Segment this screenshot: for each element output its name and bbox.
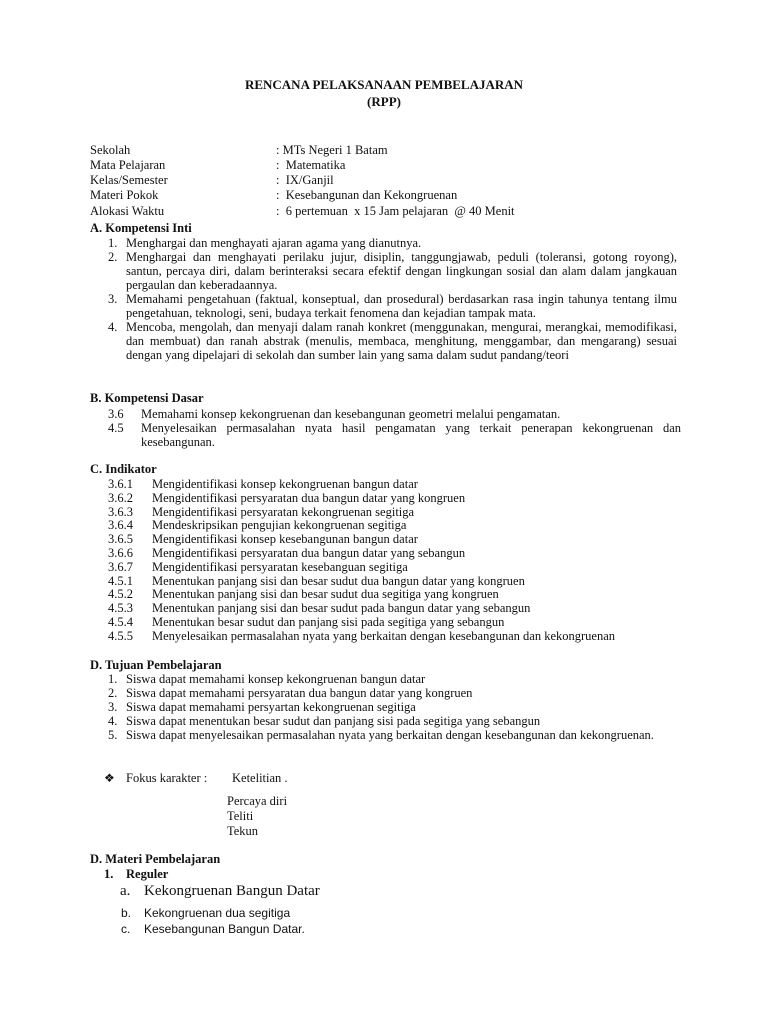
indikator-item-text: Mengidentifikasi persyaratan kekongruenan segitiga: [152, 504, 415, 519]
identity-label-materi: Materi Pokok: [90, 188, 159, 202]
materi-letter: b.: [121, 906, 132, 920]
indikator-item-text: Mengidentifikasi konsep kekongruenan bangun datar: [152, 477, 418, 491]
tujuan-item-text: Siswa dapat menentukan besar sudut dan panjang sisi pada segitiga yang sebangun: [126, 714, 541, 728]
identity-label-sekolah: Sekolah: [90, 143, 131, 157]
indikator-number: 3.6.2: [108, 490, 133, 505]
indikator-number: 3.6.1: [108, 477, 133, 491]
fokus-value: Tekun: [227, 824, 259, 838]
section-heading-materi: D. Materi Pembelajaran: [90, 852, 221, 866]
ki-item-text: Memahami pengetahuan (faktual, konseptual, dan prosedural) berdasarkan rasa ingin tahunya tentang ilmu pengetahuan, teknologi, seni, budaya terkait fenomena dan kejadian tampak mata.: [126, 292, 677, 320]
indikator-number: 3.6.5: [108, 532, 133, 547]
identity-value-alokasi: : 6 pertemuan x 15 Jam pelajaran @ 40 Menit: [276, 204, 515, 218]
ki-item-text: Menghargai dan menghayati perilaku jujur, disiplin, tanggungjawab, peduli (toleransi, gotong royong), santun, percaya diri, dalam berinteraksi secara efektif dengan lingkungan sosial dan alam dalam jangkauan pergaulan dan keberadaannya.: [126, 250, 677, 292]
indikator-item-text: Menyelesaikan permasalahan nyata yang berkaitan dengan kesebangunan dan kekongruenan: [152, 628, 616, 643]
fokus-label: Fokus karakter :: [126, 771, 208, 785]
indikator-number: 3.6.6: [108, 546, 133, 560]
kd-item-text: Memahami konsep kekongruenan dan kesebangunan geometri melalui pengamatan.: [141, 407, 561, 421]
document-subtitle: (RPP): [367, 94, 401, 109]
indikator-item-text: Menentukan panjang sisi dan besar sudut dua bangun datar yang kongruen: [152, 573, 525, 588]
identity-value-materi: : Kesebangunan dan Kekongruenan: [276, 188, 458, 202]
identity-value-sekolah: : MTs Negeri 1 Batam: [276, 143, 388, 157]
tujuan-number: 3.: [108, 700, 118, 714]
kd-item-text: Menyelesaikan permasalahan nyata hasil pengamatan yang terkait penerapan kekongruenan dan kesebangunan.: [141, 421, 681, 449]
identity-label-mapel: Mata Pelajaran: [90, 158, 166, 172]
tujuan-item-text: Siswa dapat menyelesaikan permasalahan nyata yang berkaitan dengan kesebangunan dan kekongruenan.: [126, 728, 654, 742]
kd-number: 3.6: [108, 407, 124, 421]
ki-number: 1.: [108, 236, 118, 250]
materi-letter: c.: [121, 922, 131, 936]
indikator-item-text: Mengidentifikasi persyaratan kesebanguan segitiga: [152, 559, 408, 574]
fokus-value: Teliti: [227, 809, 254, 823]
materi-sub-label: Reguler: [126, 867, 169, 881]
identity-label-alokasi: Alokasi Waktu: [90, 204, 165, 218]
tujuan-number: 5.: [108, 728, 118, 742]
tujuan-number: 1.: [108, 672, 118, 686]
ki-number: 2.: [108, 250, 118, 264]
ki-number: 3.: [108, 292, 118, 306]
materi-item-text: Kekongruenan dua segitiga: [144, 906, 291, 920]
identity-value-mapel: : Matematika: [276, 158, 346, 172]
materi-sub-number: 1.: [104, 867, 114, 881]
section-heading-tujuan: D. Tujuan Pembelajaran: [90, 658, 222, 672]
four-diamond-bullet-icon: ❖: [104, 771, 115, 785]
fokus-value: Percaya diri: [227, 794, 288, 808]
materi-letter: a.: [120, 883, 131, 899]
tujuan-item-text: Siswa dapat memahami persyaratan dua bangun datar yang kongruen: [126, 686, 473, 700]
section-heading-kd: B. Kompetensi Dasar: [90, 391, 204, 405]
tujuan-number: 4.: [108, 714, 118, 728]
identity-value-kelas: : IX/Ganjil: [276, 173, 334, 187]
indikator-item-text: Mengidentifikasi persyaratan dua bangun datar yang sebangun: [152, 546, 466, 560]
indikator-number: 4.5.5: [108, 628, 133, 643]
ki-item-text: Menghargai dan menghayati ajaran agama yang dianutnya.: [126, 236, 422, 250]
indikator-item-text: Mengidentifikasi konsep kesebangunan bangun datar: [152, 532, 418, 547]
ki-item-text: Mencoba, mengolah, dan menyaji dalam ranah konkret (menggunakan, mengurai, merangkai, memodifikasi, dan membuat) dan ranah abstrak (menulis, membaca, menghitung, menggambar, dan mengarang) sesuai dengan yang dipelajari di sekolah dan sumber lain yang sama dalam sudut pandang/teori: [126, 320, 677, 362]
indikator-item-text: Menentukan besar sudut dan panjang sisi pada segitiga yang sebangun: [152, 615, 505, 629]
kd-number: 4.5: [108, 421, 124, 435]
indikator-item-text: Menentukan panjang sisi dan besar sudut dua segitiga yang kongruen: [152, 587, 499, 602]
tujuan-item-text: Siswa dapat memahami persyartan kekongruenan segitiga: [126, 700, 416, 714]
indikator-number: 3.6.4: [108, 518, 133, 533]
materi-item-text: Kekongruenan Bangun Datar: [144, 883, 320, 899]
indikator-number: 4.5.4: [108, 615, 133, 629]
indikator-item-text: Mengidentifikasi persyaratan dua bangun datar yang kongruen: [152, 490, 466, 505]
fokus-value: Ketelitian .: [232, 771, 288, 785]
indikator-number: 4.5.1: [108, 573, 133, 588]
tujuan-item-text: Siswa dapat memahami konsep kekongruenan bangun datar: [126, 672, 426, 686]
tujuan-number: 2.: [108, 686, 118, 700]
indikator-number: 4.5.3: [108, 601, 133, 616]
ki-number: 4.: [108, 320, 118, 334]
indikator-item-text: Mendeskripsikan pengujian kekongruenan segitiga: [152, 518, 407, 533]
document-title: RENCANA PELAKSANAAN PEMBELAJARAN: [244, 77, 524, 92]
section-heading-indikator: C. Indikator: [90, 462, 157, 476]
identity-label-kelas: Kelas/Semester: [90, 173, 168, 187]
materi-item-text: Kesebangunan Bangun Datar.: [144, 922, 305, 936]
indikator-number: 4.5.2: [108, 587, 133, 602]
indikator-number: 3.6.7: [108, 559, 133, 574]
indikator-number: 3.6.3: [108, 504, 133, 519]
section-heading-ki: A. Kompetensi Inti: [90, 221, 192, 235]
indikator-item-text: Menentukan panjang sisi dan besar sudut pada bangun datar yang sebangun: [152, 601, 531, 616]
